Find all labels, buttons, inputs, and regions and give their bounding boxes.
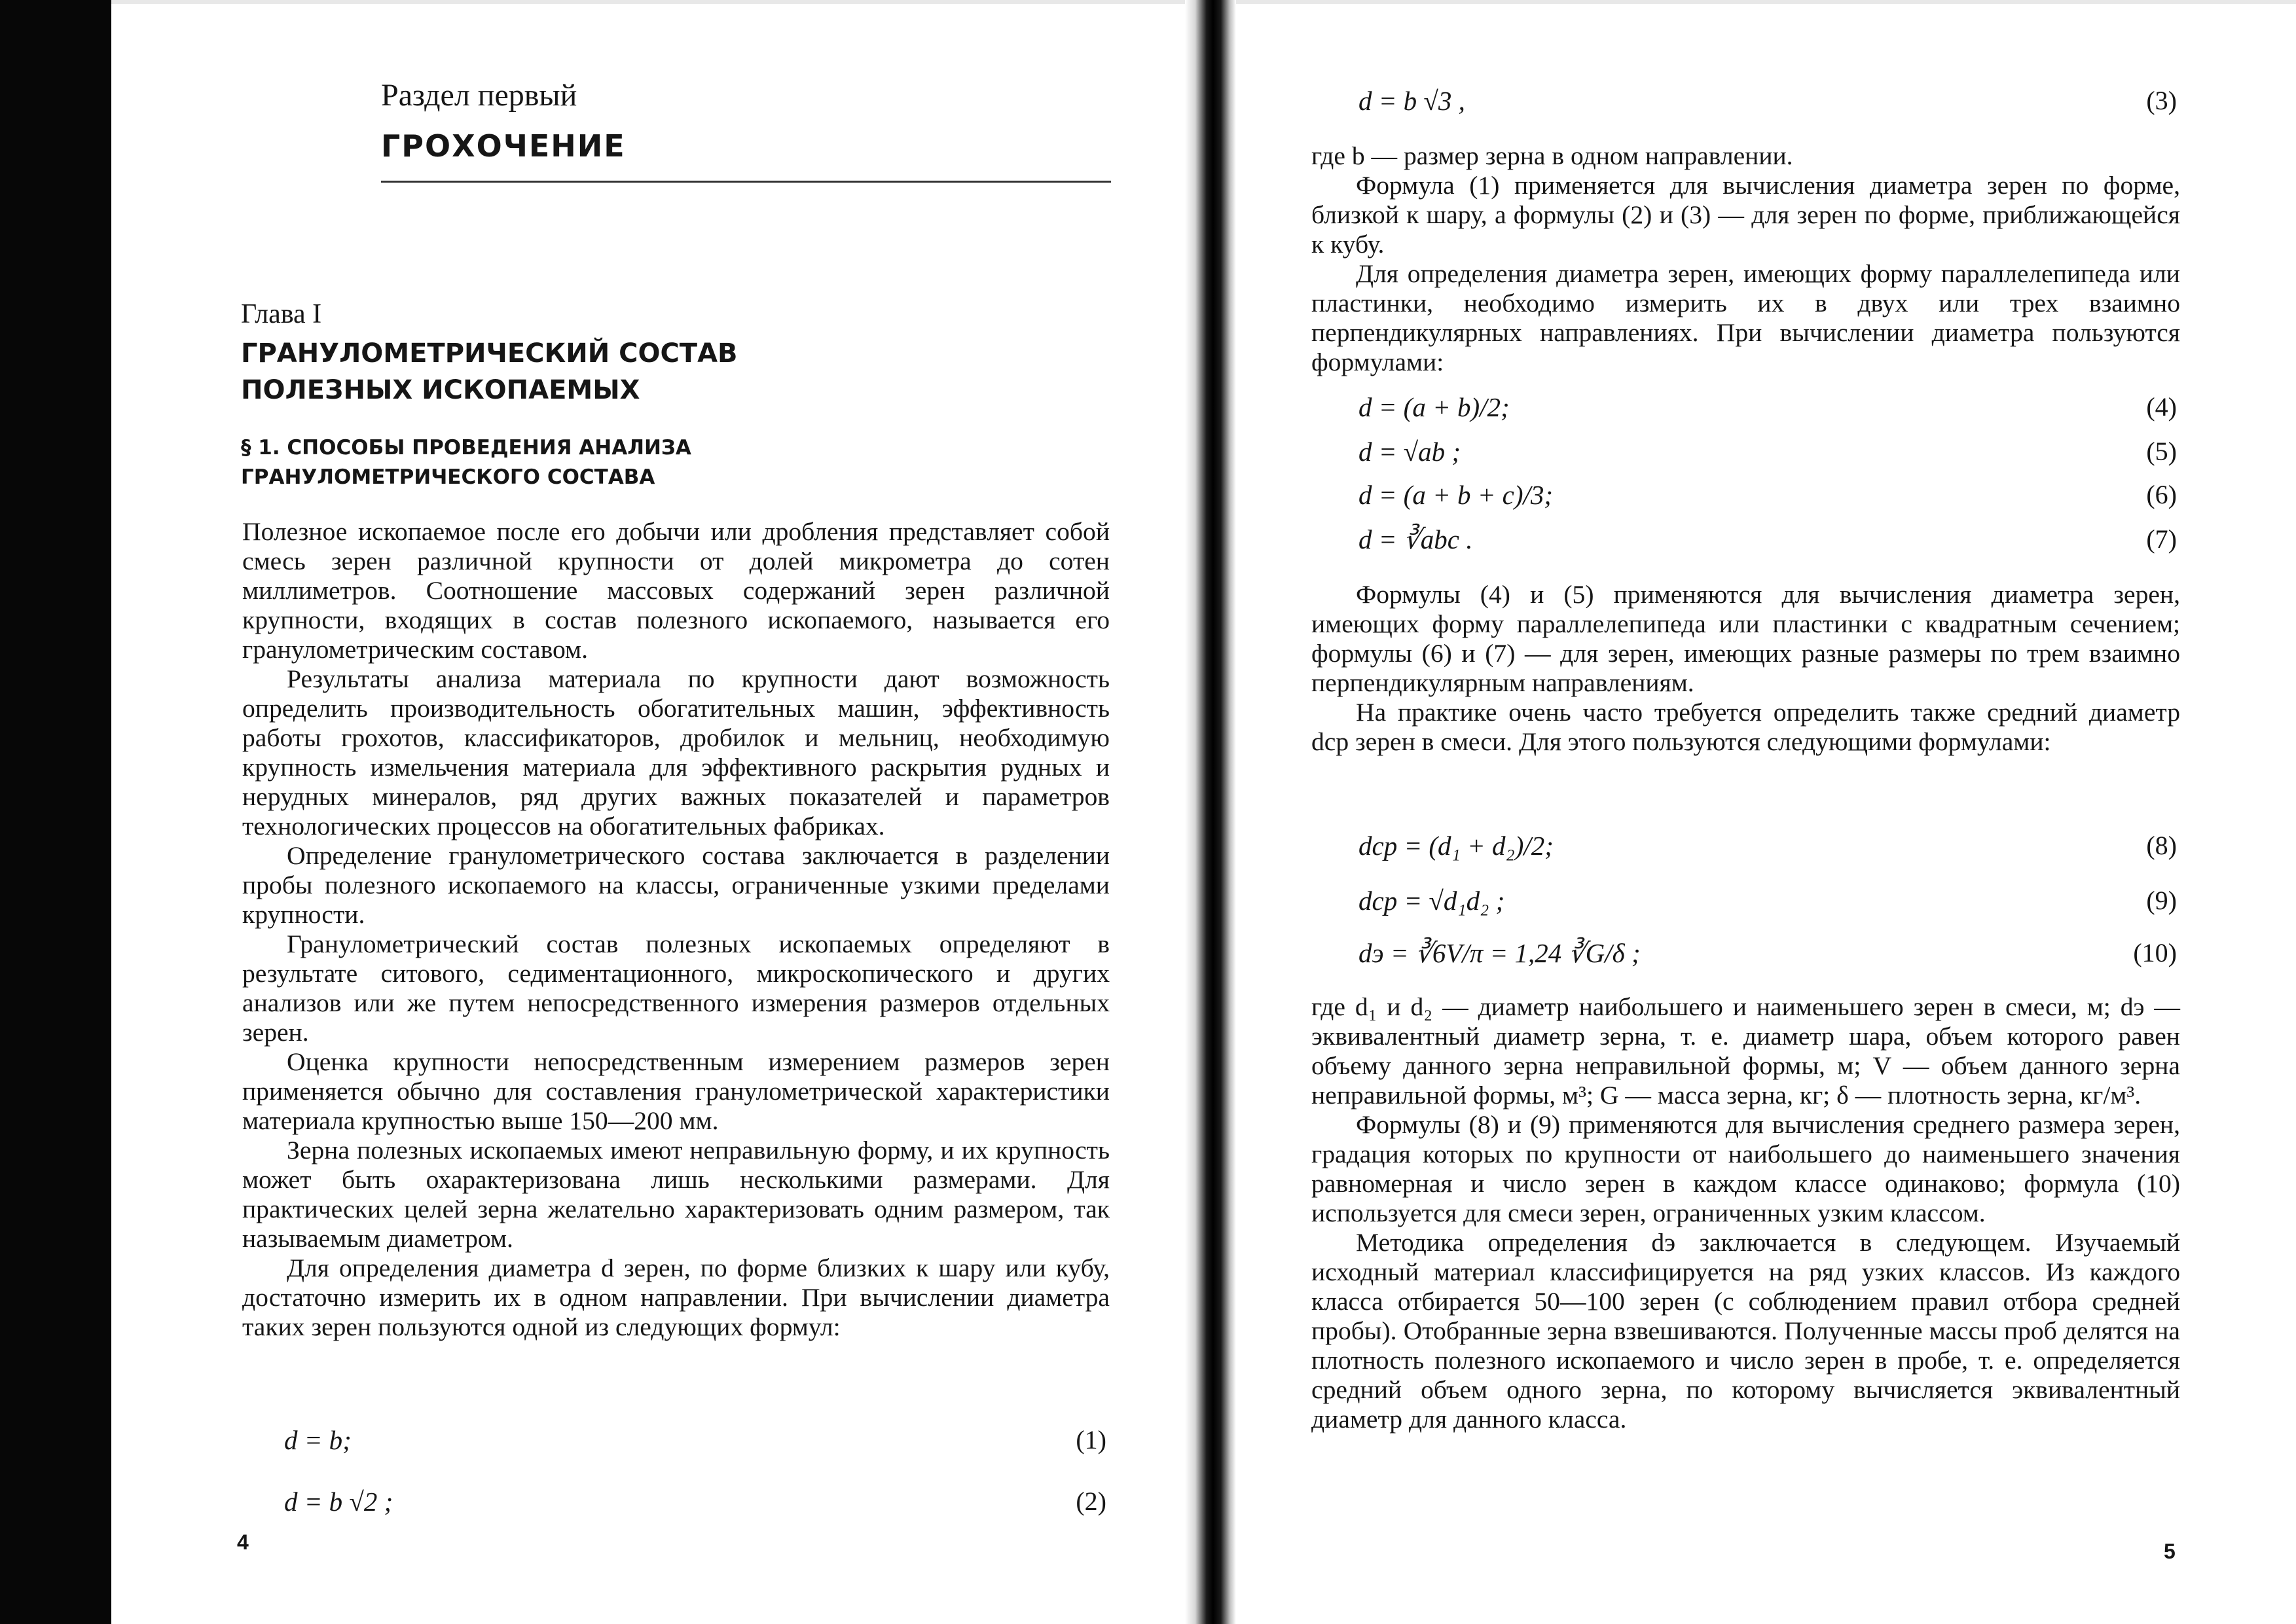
right-body-b [1311,580,2180,757]
body-paragraph: Формулы (4) и (5) применяются для вычисления диаметра зерен, имеющих форму параллелепипеда или пластинки с квадратным сечением; формулы (6) и (7) — для зерен, имеющих разные размеры по трем взаимно перпендикулярным направлениям. [1311,580,2180,697]
paragraph-title-line-2: ГРАНУЛОМЕТРИЧЕСКОГО СОСТАВА [241,465,655,489]
left-page [236,0,1113,1624]
chapter-title-line-2: ПОЛЕЗНЫХ ИСКОПАЕМЫХ [241,375,640,405]
formula-6-number: (6) [2146,480,2177,509]
page-number-right: 5 [2164,1540,2176,1563]
body-paragraph: Для определения диаметра d зерен, по форме близких к шару или кубу, достаточно измерить их в одном направлении. При вычислении диаметра таких зерен пользуются одной из следующих формул: [242,1254,1110,1341]
formula-9-number: (9) [2146,886,2177,915]
chapter-title [241,335,1105,408]
formula-3: d = b √3 , [1358,86,1465,116]
left-body [242,517,1110,1342]
formula-9: dср = √d₁d₂ ; [1358,886,1505,916]
body-paragraph: Определение гранулометрического состава заключается в разделении пробы полезного ископаемого на классы, ограниченные узкими пределами крупности. [242,841,1110,929]
formula-8: dср = (d₁ + d₂)/2; [1358,831,1554,861]
body-paragraph: Методика определения dэ заключается в следующем. Изучаемый исходный материал классифицируется на ряд узких классов. Из каждого класса отбирается 50—100 зерен (с соблюдением правил отбора средней пробы). Отобранные зерна взвешиваются. Полученные массы проб делятся на плотность полезного ископаемого и число зерен в пробе, т. е. определяется средний объем одного зерна, по которому вычисляется эквивалентный диаметр для данного класса. [1311,1228,2180,1434]
body-paragraph: Для определения диаметра зерен, имеющих форму параллелепипеда или пластинки, необходимо измерить их в двух или трех взаимно перпендикулярных направлениях. При вычислении диаметра пользуются формулами: [1311,259,2180,376]
formula-5: d = √ab ; [1358,437,1461,467]
right-page [1306,0,2183,1624]
section-rule [381,181,1111,183]
right-body-c [1311,992,2180,1434]
formula-10-number: (10) [2133,938,2177,967]
formula-1-number: (1) [1076,1425,1106,1454]
formula-7: d = ∛abc . [1358,524,1473,554]
body-paragraph: Результаты анализа материала по крупности дают возможность определить производительность обогатительных машин, эффективность работы грохотов, классификаторов, дробилок и мельниц, необходимую крупность измельчения материала для эффективного раскрытия рудных и нерудных минералов, ряд других важных показателей и параметров технологических процессов на обогатительных фабриках. [242,664,1110,840]
paragraph-title [241,433,1105,492]
body-paragraph: Формулы (8) и (9) применяются для вычисления среднего размера зерен, градация которых по крупности от наибольшего до наименьшего значения равномерная и число зерен в каждом классе одинаково; формула (10) используется для смеси зерен, ограниченных узким классом. [1311,1110,2180,1227]
body-paragraph: где b — размер зерна в одном направлении. [1311,141,1793,170]
formula-7-number: (7) [2146,524,2177,554]
body-paragraph: Зерна полезных ископаемых имеют неправильную форму, и их крупность может быть охарактеризована лишь несколькими размерами. Для практических целей зерна желательно характеризовать одним размером, так называемым диаметром. [242,1136,1110,1253]
body-paragraph: где d₁ и d₂ — диаметр наибольшего и наименьшего зерен в смеси, м; dэ — эквивалентный диаметр зерна, т. е. диаметр шара, объем которого равен объему данного зерна неправильной формы, м; V — объем данного зерна неправильной формы, м³; G — масса зерна, кг; δ — плотность зерна, кг/м³. [1311,992,2180,1110]
body-paragraph: Оценка крупности непосредственным измерением размеров зерен применяется обычно для составления гранулометрической характеристики материала крупностью выше 150—200 мм. [242,1047,1110,1135]
formula-5-number: (5) [2146,437,2177,466]
formula-4: d = (a + b)/2; [1358,392,1510,422]
book-gutter [1185,0,1236,1624]
body-paragraph: Гранулометрический состав полезных ископаемых определяют в результате ситового, седиментационного, микроскопического и других анализов или же путем непосредственного измерения размеров отдельных зерен. [242,929,1110,1047]
section-title: ГРОХОЧЕНИЕ [381,128,626,164]
formula-2: d = b √2 ; [284,1487,393,1517]
formula-4-number: (4) [2146,392,2177,422]
body-paragraph: На практике очень часто требуется определить также средний диаметр dср зерен в смеси. Для этого пользуются следующими формулами: [1311,698,2180,756]
scan-dark-margin [0,0,111,1624]
formula-6: d = (a + b + c)/3; [1358,480,1554,510]
section-label: Раздел первый [381,78,577,113]
formula-3-number: (3) [2146,86,2177,115]
formula-2-number: (2) [1076,1487,1106,1516]
body-paragraph: Формула (1) применяется для вычисления диаметра зерен по форме, близкой к шару, а формулы (2) и (3) — для зерен по форме, приближающейся к кубу. [1311,171,2180,259]
chapter-label: Глава I [241,299,322,329]
chapter-title-line-1: ГРАНУЛОМЕТРИЧЕСКИЙ СОСТАВ [241,338,738,369]
formula-10: dэ = ∛6V/π = 1,24 ∛G/δ ; [1358,938,1641,968]
paragraph-title-line-1: § 1. СПОСОБЫ ПРОВЕДЕНИЯ АНАЛИЗА [241,436,691,460]
formula-8-number: (8) [2146,831,2177,860]
right-body-a [1311,141,2180,377]
body-paragraph: Полезное ископаемое после его добычи или дробления представляет собой смесь зерен различной крупности от долей микрометра до сотен миллиметров. Соотношение массовых содержаний зерен различной крупности, входящих в состав полезного ископаемого, называется его гранулометрическим составом. [242,517,1110,664]
page-number-left: 4 [237,1530,249,1554]
formula-1: d = b; [284,1425,352,1455]
